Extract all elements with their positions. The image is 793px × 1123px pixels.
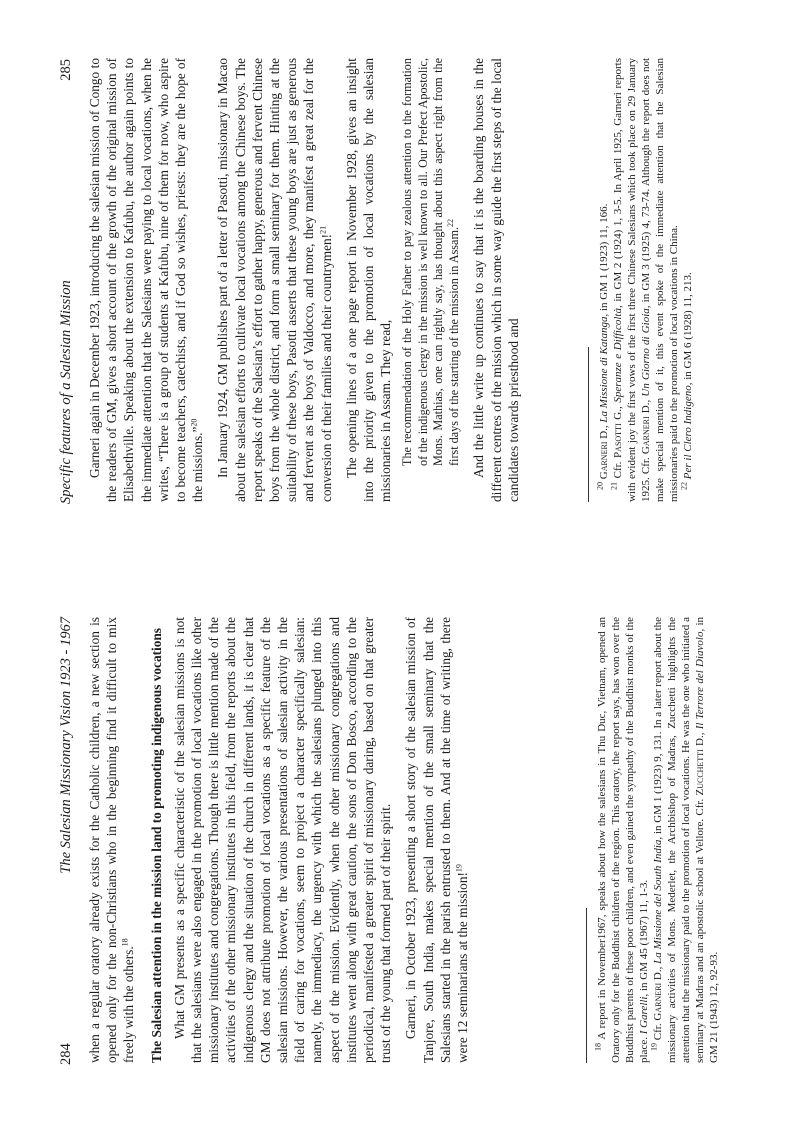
paragraph: In January 1924, GM publishes part of a letter of Pasotti, missionary in Macao about the salesian efforts to cultivate local vocations among the Chinese boys. The report speaks of the Salesian’s effort to gather happy, generous and fervent Chinese boys from the whole district, and form a small seminary for them. Hinting at the suitability of these boys, Pasotti asserts that these young boys are just as generous and fervent as the boys of Valdocco, and more, they manifest a great zeal for the conversion of their families and their countrymen!$^{21}$ <box>215 58 334 502</box>
left-page <box>0 562 793 1123</box>
footnote-ref: 21 <box>318 225 328 234</box>
running-title: Specific features of a Salesian Mission <box>58 280 74 504</box>
paragraph: when a regular oratory already exists for the Catholic children, a new section is opened only for the non-Christians who in the beginning find it difficult to mix freely with the others.$^{18}$ <box>87 617 137 1063</box>
running-title: The Salesian Missionary Vision 1923 - 1967 <box>58 617 74 874</box>
right-page-header <box>58 59 76 504</box>
page-number: 284 <box>58 1043 74 1065</box>
right-page-body <box>86 58 524 502</box>
left-page-body <box>86 617 473 1063</box>
footnote-divider <box>588 347 589 502</box>
footnote-18: $^{18}$ A report in November1967, speaks about how the salesians in Thu Duc, Vietnam, opened an Oratory only for the Buddhist children of the region. This oratory, the report says, has won over the Buddhist parents of these poor children, and even gained the sympathy of the Buddhist monks of the place. I Garelli, in GM 45 (1967) 11, 1-3. <box>593 617 650 1063</box>
block-quote: The recommendation of the Holy Father to pay zealous attention to the formation of the indigenous clergy in the mission is well known to all. Our Prefect Apostolic, Mons. Mathias, one can rightly say, has thought about this aspect right from the first days of the starting of the mission in Assam.$^{22}$ <box>400 58 461 466</box>
footnote-ref: 18 <box>120 938 130 947</box>
footnote-ref: 20 <box>189 418 199 427</box>
footnote-22: $^{22}$ Per il Clero Indigeno, in GM 6 (1928) 11, 213. <box>679 272 694 490</box>
right-footnotes <box>588 58 695 502</box>
section-heading: The Salesian attention in the mission land to promoting indigenous vocations <box>148 628 164 1063</box>
paragraph: Garneri, in October 1923, presenting a short story of the salesian mission of Tanjore, South India, makes special mention of the small seminary that the Salesians started in the parish entrusted to them. And at the time of writing, there were 12 seminarians at the mission!$^{19}$ <box>403 617 471 1063</box>
footnote-21: $^{21}$ Cfr. Pasotti G., Speranze e Difficoltà, in GM 2 (1924) 1, 3-5. In April 1925, Garneri reports with evident joy the first vows of the first three Chinese Salesians which took place on 29 January 1925. Cfr. Garneri D., Un Giorno di Gioia, in GM 3 (1925) 4, 73-74. Although the report does not make special mention of it, this event spoke of the immediate attention that the Salesian missionaries paid to the promotion of local vocations in China. <box>609 57 680 502</box>
paragraph: What GM presents as a specific characteristic of the salesian missions is not that the salesians were also engaged in the promotion of local vocations like other missionary institutes and congregations. Though there is little mention made of the activities of the other missionary institutes in this field, from the reports about the indigenous clergy and the situation of the church in different lands, it is clear that GM does not attribute promotion of local vocations as a specific feature of the salesian missions. However, the various presentations of salesian activity in the field of caring for vocations, seem to project a character specifically salesian: namely, the immediacy, the urgency with which the salesians plunged into this aspect of the mission. Evidently, when the other missionary congregations and institutes went along with great caution, the sons of Don Bosco, according to the periodical, manifested a greater spirit of missionary daring, based on that greater trust of the young that formed part of their spirit. <box>171 617 394 1063</box>
paragraph: And the little write up continues to say that it is the boarding houses in the different centres of the mission which in some way guide the first steps of the local candidates towards priesthood and <box>471 58 521 502</box>
left-footnotes <box>586 617 721 1063</box>
footnote-19: $^{19}$ Cfr. Garneri D., La Missione del South India, in GM 1 (1923) 9, 131. In a later report about the missionary activities of Mons. Mederlet, the Archbishop of Madras, Zucchetti highlights the attention that the missionary paid to the promotion of local vocations. He was the one who initiated a seminary at Madras and an apostolic school at Vellore. Cfr. Zucchetti D., Il Terrore del Diavolo, in GM 21 (1943) 12, 92-93. <box>649 616 720 1063</box>
paragraph: The opening lines of a one page report in November 1928, gives an insight into the priority given to the promotion of local vocations by the salesian missionaries in Assam. They read, <box>343 58 394 502</box>
paragraph: Garneri again in December 1923, introducing the salesian mission of Congo to the readers of GM, gives a short account of the growth of the original mission of Elisabethville. Speaking about the extension to Kafubu, the author again points to the immediate attention that the Salesians were paying to local vocations, when he writes, “There is a group of students at Kafubu, nine of them for now, who aspire to become teachers, catechists, and if God so wishes, priests: they are the hope of the missions.”$^{20}$ <box>87 58 206 502</box>
footnote-20: $^{20}$ Garneri D., La Missione di Katanga, in GM 1 (1923) 11, 166. <box>595 203 610 490</box>
footnote-ref: 22 <box>445 219 455 227</box>
right-page <box>0 1 793 562</box>
page-number: 285 <box>58 59 74 81</box>
footnote-divider <box>586 908 587 1063</box>
footnote-ref: 19 <box>454 864 464 873</box>
left-page-header <box>58 617 76 1065</box>
